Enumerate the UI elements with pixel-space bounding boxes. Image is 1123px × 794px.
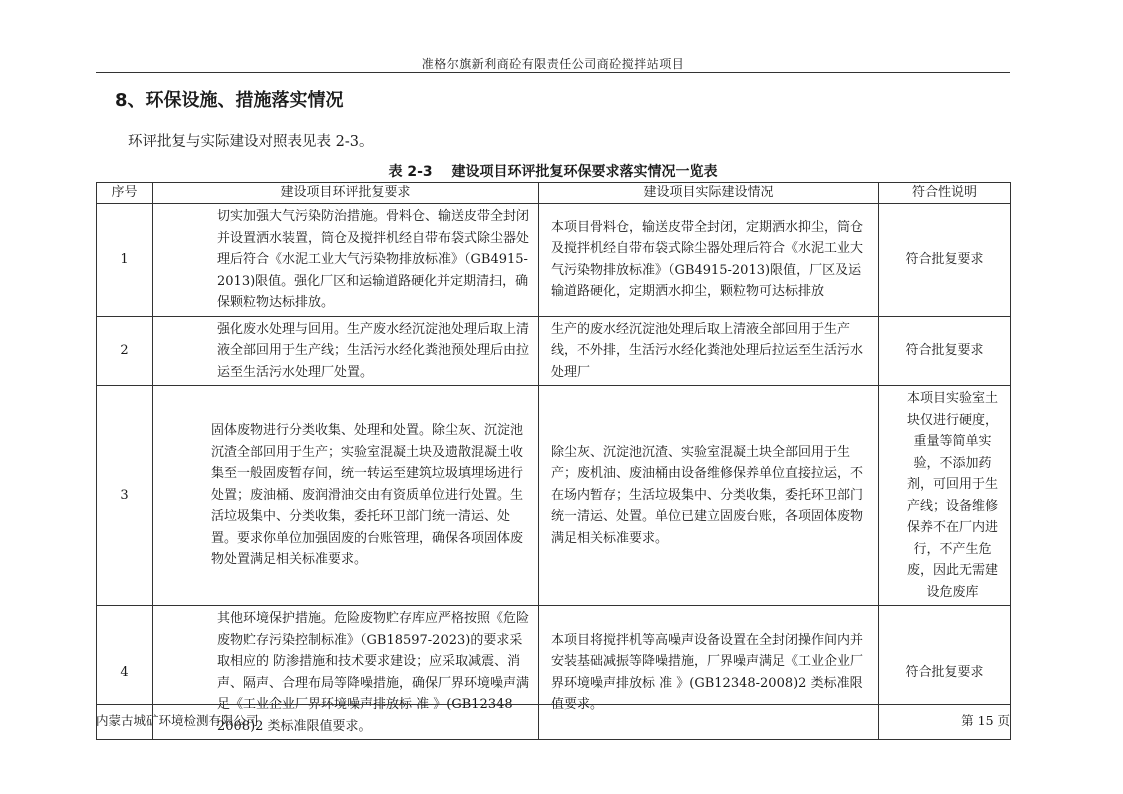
compliance-cell: 符合批复要求 [879,204,1011,317]
header-divider [96,72,1010,73]
requirement-cell: 切实加强大气污染防治措施。骨料仓、输送皮带全封闭并设置洒水装置，筒仓及搅拌机经自带布袋式除尘器处理后符合《水泥工业大气污染物排放标准》（GB4915-2013)限值。强化厂区和运输道路硬化并定期清扫，确保颗粒物达标排放。 [153,204,539,317]
table-row [97,204,1011,317]
actual-cell: 本项目将搅拌机等高噪声设备设置在全封闭操作间内并安装基础减振等降噪措施，厂界噪声满足《工业企业厂界环境噪声排放标 准 》(GB12348-2008)2 类标准限值要求。 [539,606,879,740]
requirement-cell: 强化废水处理与回用。生产废水经沉淀池处理后取上清液全部回用于生产线；生活污水经化粪池预处理后由拉运至生活污水处理厂处置。 [153,316,539,386]
compliance-table [96,182,1011,740]
column-header-compliance: 符合性说明 [879,183,1011,204]
compliance-cell: 符合批复要求 [879,606,1011,740]
footer-company: 内蒙古城矿环境检测有限公司 [96,713,259,728]
table-caption: 表 2-3 建设项目环评批复环保要求落实情况一览表 [388,164,718,180]
compliance-cell: 本项目实验室土块仅进行硬度，重量等简单实验，不添加药剂，可回用于生产线；设备维修保养不在厂内进行，不产生危废，因此无需建设危废库 [879,386,1011,606]
section-title: 8、环保设施、措施落实情况 [115,90,344,111]
footer-page-number: 第 15 页 [961,713,1010,728]
table-row [97,386,1011,606]
intro-paragraph: 环评批复与实际建设对照表见表 2-3。 [128,134,374,150]
actual-cell: 本项目骨料仓，输送皮带全封闭，定期洒水抑尘，筒仓及搅拌机经自带布袋式除尘器处理后符合《水泥工业大气污染物排放标准》（GB4915-2013)限值，厂区及运输道路硬化，定期洒水抑尘，颗粒物可达标排放 [539,204,879,317]
actual-cell: 除尘灰、沉淀池沉渣、实验室混凝土块全部回用于生产；废机油、废油桶由设备维修保养单位直接拉运，不在场内暂存；生活垃圾集中、分类收集，委托环卫部门统一清运、处置。单位已建立固废台账，各项固体废物满足相关标准要求。 [539,386,879,606]
column-header-no: 序号 [97,183,153,204]
table-row [97,316,1011,386]
row-number: 1 [97,204,153,317]
compliance-cell: 符合批复要求 [879,316,1011,386]
page-header-title: 准格尔旗新利商砼有限责任公司商砼搅拌站项目 [421,57,685,71]
requirement-cell: 其他环境保护措施。危险废物贮存库应严格按照《危险废物贮存污染控制标准》（GB18597-2023)的要求采取相应的 防渗措施和技术要求建设；应采取减震、消声、隔声、合理布局等降噪措施，确保厂界环境噪声满足《工业企业厂界环境噪声排放标 准 》(GB12348-2008)2 类标准限值要求。 [153,606,539,740]
row-number: 4 [97,606,153,740]
requirement-cell: 固体废物进行分类收集、处理和处置。除尘灰、沉淀池沉渣全部回用于生产；实验室混凝土块及遗散混凝土收集至一般固废暂存间，统一转运至建筑垃圾填埋场进行处置；废油桶、废润滑油交由有资质单位进行处置。生活垃圾集中、分类收集，委托环卫部门统一清运、处置。要求你单位加强固废的台账管理，确保各项固体废物处置满足相关标准要求。 [153,386,539,606]
actual-cell: 生产的废水经沉淀池处理后取上清液全部回用于生产线，不外排，生活污水经化粪池处理后拉运至生活污水处理厂 [539,316,879,386]
footer-divider [96,704,1010,705]
row-number: 2 [97,316,153,386]
column-header-actual: 建设项目实际建设情况 [539,183,879,204]
table-header-row [97,183,1011,204]
column-header-requirement: 建设项目环评批复要求 [153,183,539,204]
row-number: 3 [97,386,153,606]
